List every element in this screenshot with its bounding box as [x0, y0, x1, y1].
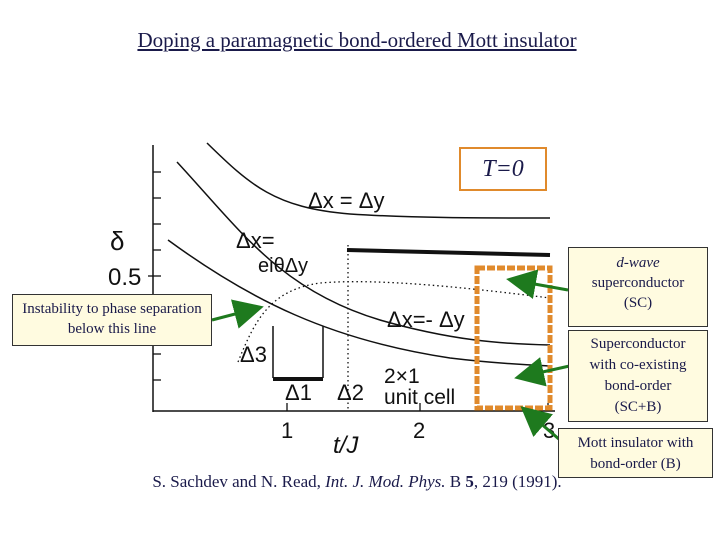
citation-authors: S. Sachdev and N. Read,: [152, 472, 326, 491]
mott-callout: [558, 428, 713, 478]
scb-callout: [568, 330, 708, 422]
sc-boundary-thick: [347, 250, 550, 255]
lower-boundary-curve: [168, 240, 550, 366]
x-tick-label-2: 2: [413, 418, 426, 443]
label-delta2: Δ2: [337, 380, 364, 405]
arrow-scb: [520, 365, 574, 377]
label-unit-cell-1: 2×1: [384, 365, 420, 388]
scb-line-4: (SC+B): [614, 399, 662, 415]
citation-pages: , 219 (1991).: [473, 472, 562, 491]
y-tick-label: 0.5: [108, 264, 142, 291]
label-dx-minus-dy: Δx=- Δy: [387, 307, 465, 332]
sc-line-3: (SC): [623, 295, 653, 311]
x-tick-label-1: 1: [281, 418, 294, 443]
sc-line-1: d-wave: [616, 255, 660, 271]
citation-volume: 5: [465, 472, 474, 491]
mott-line-2: bond-order (B): [590, 456, 681, 472]
x-axis-label: t/J: [333, 432, 359, 459]
label-delta1: Δ1: [285, 380, 312, 405]
label-dx-phase-top: Δx=: [236, 228, 275, 253]
temperature-label: T=0: [459, 147, 547, 191]
label-dx-phase-bottom: eiθΔy: [258, 255, 309, 277]
mott-line-1: Mott insulator with: [577, 435, 694, 451]
citation-series: B: [445, 472, 466, 491]
citation: [0, 472, 714, 492]
y-axis-ticks: [148, 172, 161, 380]
scb-line-3: bond-order: [604, 378, 672, 394]
y-axis-symbol: δ: [110, 226, 125, 256]
label-delta3: Δ3: [240, 342, 267, 367]
scb-line-2: with co-existing: [589, 357, 687, 373]
sc-b-highlight-box: [477, 268, 550, 408]
instability-callout: [12, 294, 212, 346]
instability-text: Instability to phase separation below this line: [22, 301, 202, 337]
arrow-sc: [512, 280, 568, 290]
label-unit-cell-2: unit cell: [384, 386, 456, 409]
x-tick-label-3: 3: [543, 418, 556, 443]
sc-callout: [568, 247, 708, 327]
scb-line-1: Superconductor: [590, 336, 686, 352]
label-dx-eq-dy: Δx = Δy: [308, 188, 385, 213]
page-title: Doping a paramagnetic bond-ordered Mott insulator: [137, 28, 577, 52]
arrow-instability: [212, 308, 258, 320]
citation-journal: Int. J. Mod. Phys.: [325, 472, 446, 491]
sc-line-2: superconductor: [591, 275, 685, 291]
